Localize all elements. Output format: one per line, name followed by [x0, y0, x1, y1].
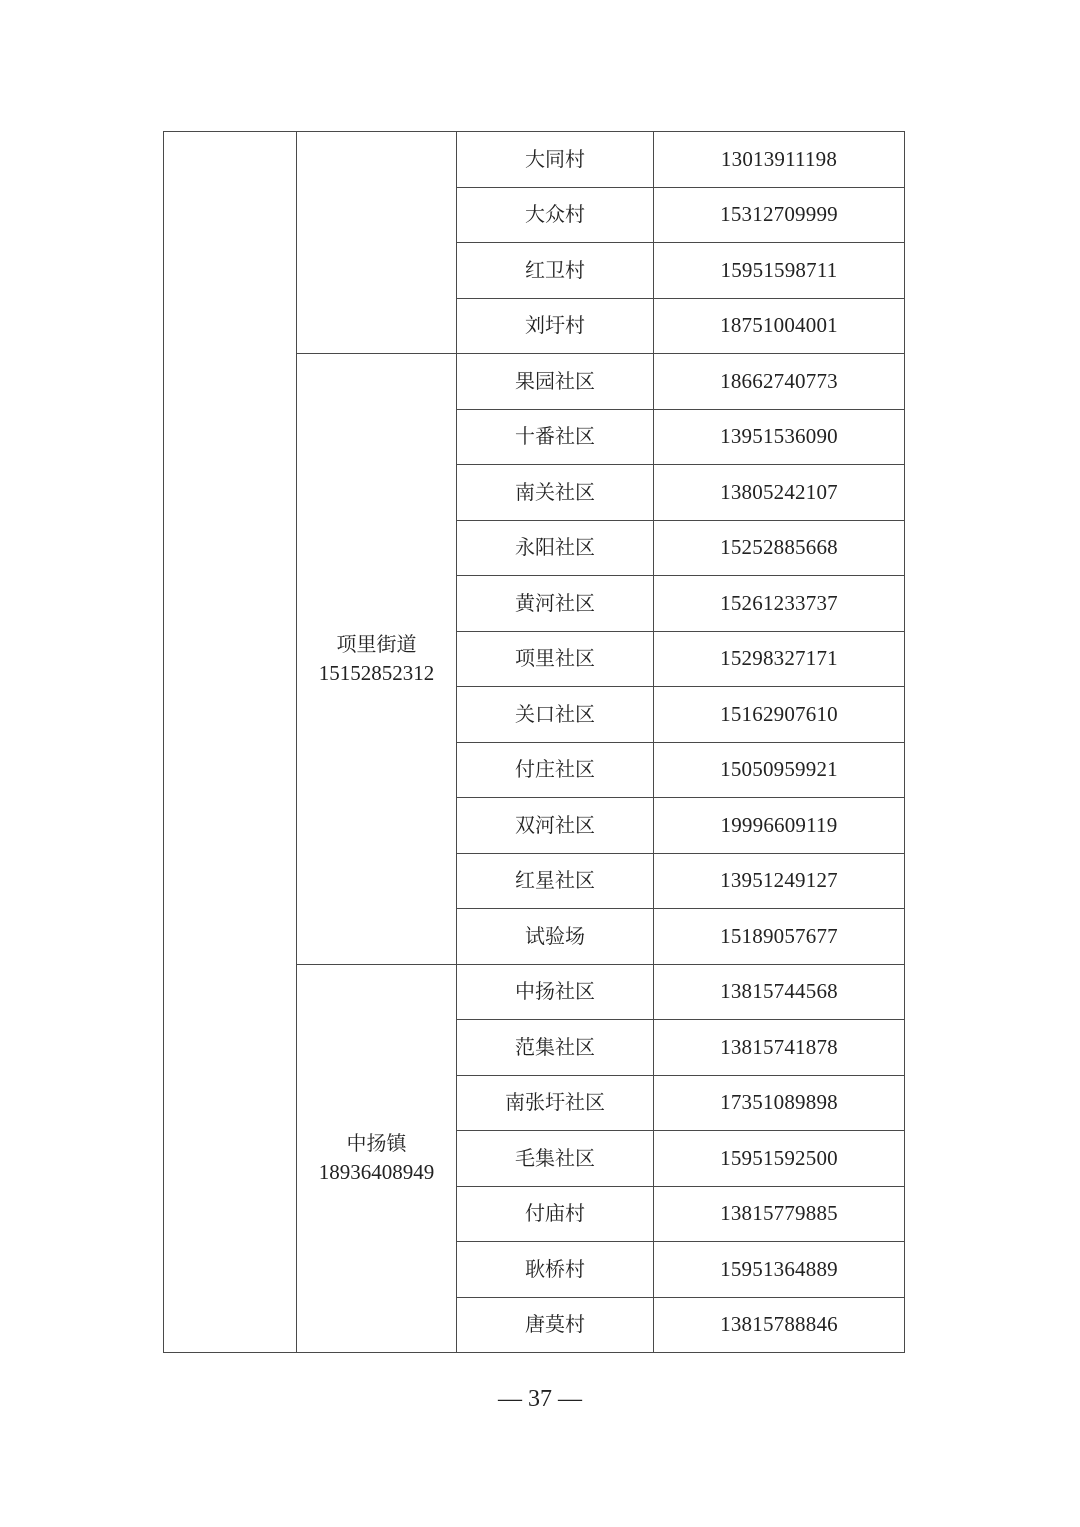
community-phone: 13951536090: [654, 409, 905, 465]
contact-table-body: [164, 132, 905, 1353]
community-name: 毛集社区: [457, 1131, 654, 1187]
community-phone: 13951249127: [654, 853, 905, 909]
community-name: 付庄社区: [457, 742, 654, 798]
community-name: 范集社区: [457, 1020, 654, 1076]
township-cell: [297, 964, 457, 1353]
community-phone: 13815779885: [654, 1186, 905, 1242]
community-name: 十番社区: [457, 409, 654, 465]
township-name: 项里街道: [336, 631, 417, 656]
table-row: [164, 132, 905, 188]
community-name: 红卫村: [457, 243, 654, 299]
community-phone: 13013911198: [654, 132, 905, 188]
community-name: 项里社区: [457, 631, 654, 687]
community-phone: 13805242107: [654, 465, 905, 521]
community-phone: 15298327171: [654, 631, 905, 687]
township-phone: 15152852312: [318, 660, 435, 685]
community-name: 试验场: [457, 909, 654, 965]
community-phone: 15312709999: [654, 187, 905, 243]
community-phone: 15252885668: [654, 520, 905, 576]
page-number: — 37 —: [498, 1386, 582, 1412]
community-phone: 18751004001: [654, 298, 905, 354]
community-name: 耿桥村: [457, 1242, 654, 1298]
community-phone: 19996609119: [654, 798, 905, 854]
community-phone: 15951598711: [654, 243, 905, 299]
community-name: 黄河社区: [457, 576, 654, 632]
township-phone: 18936408949: [318, 1160, 435, 1185]
community-name: 中扬社区: [457, 964, 654, 1020]
community-phone: 15951592500: [654, 1131, 905, 1187]
community-phone: 15189057677: [654, 909, 905, 965]
community-name: 南张圩社区: [457, 1075, 654, 1131]
township-cell: [297, 354, 457, 965]
contact-table: [163, 131, 905, 1353]
community-name: 红星社区: [457, 853, 654, 909]
community-phone: 15951364889: [654, 1242, 905, 1298]
category-cell: [164, 132, 297, 1353]
township-cell: [297, 132, 457, 354]
community-name: 双河社区: [457, 798, 654, 854]
community-phone: 18662740773: [654, 354, 905, 410]
community-name: 大同村: [457, 132, 654, 188]
community-phone: 13815788846: [654, 1297, 905, 1353]
township-name: 中扬镇: [346, 1131, 407, 1156]
community-name: 刘圩村: [457, 298, 654, 354]
community-name: 付庙村: [457, 1186, 654, 1242]
community-name: 大众村: [457, 187, 654, 243]
community-phone: 15261233737: [654, 576, 905, 632]
community-phone: 15162907610: [654, 687, 905, 743]
community-name: 果园社区: [457, 354, 654, 410]
community-name: 唐莫村: [457, 1297, 654, 1353]
community-phone: 13815741878: [654, 1020, 905, 1076]
community-phone: 15050959921: [654, 742, 905, 798]
community-phone: 13815744568: [654, 964, 905, 1020]
community-name: 永阳社区: [457, 520, 654, 576]
community-phone: 17351089898: [654, 1075, 905, 1131]
community-name: 南关社区: [457, 465, 654, 521]
community-name: 关口社区: [457, 687, 654, 743]
